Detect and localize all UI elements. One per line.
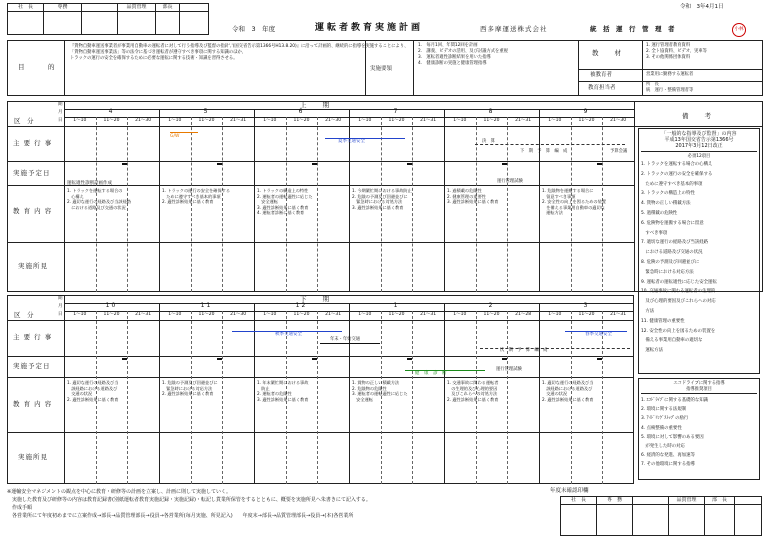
content-cell [162, 188, 253, 205]
content-line: 1. 貨物の正しい積載方法 [352, 380, 400, 385]
schedule-mark [597, 163, 602, 165]
day-range-label: 21～31 [420, 118, 437, 123]
day-divider [222, 311, 223, 484]
stamp-header: 社 長 [8, 4, 44, 12]
day-range-label: 21～30 [230, 312, 247, 317]
content-line: 2. 適性診断結果に基く教育 [542, 396, 594, 402]
header-month: 月 [58, 110, 63, 115]
content-line: 2. 危険物の危険性 [352, 385, 387, 391]
schedule-mark [217, 163, 222, 165]
header-day: 日 [58, 312, 63, 317]
remarks-item: 2. トラックの運行の安全を確保する [641, 171, 713, 177]
content-cell [447, 188, 538, 205]
day-range-label: 21～31 [420, 312, 437, 317]
footer-notes: ※運輸安全マネジメントの観点を中心に教育・研修等の計画を立案し、計画に則して実施していく。 実施した教育及び研修等の内容は教育記録書(別紙運転者教育実施記録・実施記録)・転記し貨業所保管をするとともに、概要を実施所見へ朱書きにて記入する。 作成手順 各営業所にて年度初めまでに立案作成→部長→品質管理部長→役員→各営業所(毎月実施、所見記入) 年度末→部長→品質管理部長→役員→(本)各営業所 [7, 489, 371, 519]
ops-exam-event: 運行管理試験 [497, 179, 523, 184]
method-list: 1. 毎月1回、年間12回を計画 2. 講義、ビデオの活用、及び討議方式を重視 3. 運転者適性診断結果を用いた指導 4. 健康診断の実施と健康管理指導 [418, 43, 508, 66]
eco-box: エコドライブに関する指導 指導推奨項目 1. ｴｺﾄﾞﾗｲﾌﾞに関する基礎的な知識 2. 環境に関する法規制 3. ｱｲﾄﾞﾘﾝｸﾞｽﾄｯﾌﾟの励行 4. 点検整備の重要性 5. 環境に対して影響のある要因 が発生した時の対応 6. 経済的な発進、再加速等 7. その他環境に関する指導 [638, 378, 760, 480]
content-cell [257, 380, 348, 402]
day-range-label: 1～10 [263, 312, 277, 317]
month-divider [349, 303, 350, 484]
budget-event: 下 期 予 算 編 成 [520, 149, 568, 154]
day-range-label: 1～10 [168, 312, 182, 317]
day-range-label: 11～20 [578, 118, 595, 123]
day-range-label: 1～10 [453, 312, 467, 317]
summer-campaign-event: 夏季交通安全 [338, 139, 365, 144]
day-range-label: 21～30 [610, 118, 627, 123]
eco-item: 5. 環境に対して影響のある要因 [641, 434, 704, 440]
content-line: 1. 年末繁忙期における事故 [257, 380, 309, 385]
day-range-label: 1～10 [73, 118, 87, 123]
day-range-label: 11～20 [103, 312, 120, 317]
day-range-label: 1～10 [263, 118, 277, 123]
month-label: 9 [583, 108, 590, 115]
content-line: 1. 危険物を運搬する場合に [542, 188, 594, 193]
day-range-label: 1～10 [548, 118, 562, 123]
remarks-item: 3. トラックの構造上の特性 [641, 191, 695, 197]
day-range-label: 11～20 [293, 118, 310, 123]
day-range-label: 11～20 [578, 312, 595, 317]
main-events-label: 主 要 行 事 [13, 333, 53, 341]
content-line: の生理的及び心理的要因 [447, 385, 498, 391]
yearend-stamp-table [560, 496, 762, 536]
content-line: 1. 過積載の危険性 [447, 188, 482, 193]
eco-item: 7. その他環境に関する指導 [641, 462, 695, 468]
day-divider [191, 311, 192, 484]
content-line: 1. トラックの構造上の特性 [257, 188, 309, 193]
content-label: 教 育 内 容 [13, 400, 53, 408]
month-divider [159, 109, 160, 292]
remarks-item: ために遵守すべき基本的事項 [641, 181, 703, 187]
year-end-campaign-event: 年末・年始交通 [330, 337, 361, 342]
day-range-label: 11～20 [388, 312, 405, 317]
yearend-header [735, 497, 762, 505]
content-line: 該経路における道路及び [542, 385, 593, 391]
day-range-label: 21～30 [135, 118, 152, 123]
day-range-label: 21～31 [230, 118, 247, 123]
content-line: 2. 健康管理の重要性 [447, 193, 486, 199]
gw-event: G/W [170, 134, 180, 139]
spring-campaign-event: 春季交通安全 [585, 332, 612, 337]
content-line: 安全運転 [352, 396, 373, 402]
content-line: を備える事業用自動車の適切な [542, 204, 605, 210]
content-line: 該経路における道路及び [67, 385, 118, 391]
remarks-item: 4. 貨物の正しい積載方法 [641, 201, 691, 207]
day-range-label: 1～10 [358, 312, 372, 317]
first-half-note: 運転適性診断計画作成 [67, 181, 112, 186]
content-line: 3. 適性診断結果に基く教育 [257, 396, 309, 402]
kubun-label: 区 分 [14, 117, 34, 125]
autumn-campaign-event: 秋季交通安全 [275, 332, 302, 337]
month-label: 11 [200, 302, 213, 309]
day-range-label: 11～20 [293, 312, 310, 317]
day-range-label: 1～10 [73, 312, 87, 317]
purpose-text: 『貨物自動車運送事業者が事業用自動車の運転者に対して行う指導及び監督の指針','(国交省告示第1366号H13.8.20)』に沿って計画的、継続的に指導を実施することにより、 「貨物自動車運送事業法」等の法令に基づき運転者が遵守すべき事項に関する知識のほか、 トラックの運行の安全を確保するために必要な運転に関する技術・知識を習得させる。 [70, 44, 409, 61]
content-line: 運転方法 [542, 210, 563, 216]
schedule-mark [122, 358, 127, 360]
day-range-label: 1～10 [453, 118, 467, 123]
month-label: 6 [298, 108, 305, 115]
content-line: 防止 [257, 385, 270, 391]
day-range-label: 1～10 [548, 312, 562, 317]
day-range-label: 11～20 [198, 118, 215, 123]
schedule-mark [407, 358, 412, 360]
month-divider [539, 303, 540, 484]
eco-item: 1. ｴｺﾄﾞﾗｲﾌﾞに関する基礎的な知識 [641, 398, 709, 403]
stamp-header: 部長 [156, 4, 180, 12]
month-divider [159, 303, 160, 484]
second-half-label: 下 期 [300, 295, 330, 303]
kubun-label: 区 分 [14, 311, 34, 319]
month-divider [349, 109, 350, 292]
remarks-item: すべき事項 [641, 230, 668, 236]
method-label: 実施要領 [370, 66, 393, 72]
eco-item: 3. ｱｲﾄﾞﾘﾝｸﾞｽﾄｯﾌﾟの励行 [641, 416, 689, 422]
month-label: 7 [393, 108, 400, 115]
content-line: 2. 適性診断結果に基く教育 [67, 396, 119, 402]
content-line: 3. 適性診断結果に基く教育 [257, 204, 309, 210]
yearend-header: 部 長 [705, 497, 735, 505]
day-range-label: 11～20 [388, 118, 405, 123]
schedule-mark [312, 358, 317, 360]
day-range-label: 11～20 [103, 118, 120, 123]
content-cell [67, 188, 158, 210]
content-line: 1. トラックを運転する場合の [67, 188, 123, 193]
yearend-header [633, 497, 669, 505]
month-label: 1 [393, 302, 400, 309]
schedule-mark [217, 358, 222, 360]
content-line: 交通の状況 [542, 391, 568, 397]
content-line: 交通の状況 [67, 391, 93, 397]
materials-label: 教 材 [592, 49, 622, 57]
month-divider [444, 303, 445, 484]
schedule-label: 実施予定日 [13, 362, 51, 370]
content-cell [542, 188, 633, 216]
remarks-item: 運転方法 [641, 348, 663, 354]
content-line: 3. 運転者の運転適性に応じた [352, 391, 408, 397]
day-range-label: 21～31 [135, 312, 152, 317]
header-period: 期 [58, 296, 63, 301]
content-line: 2. 危険の予測及び回避並びに [352, 193, 408, 199]
day-range-label: 11～20 [483, 118, 500, 123]
content-line: 1. 適切な運行の経路及び当 [542, 380, 594, 385]
content-line: 安全運転 [257, 199, 278, 205]
schedule-mark [502, 358, 507, 360]
content-cell [447, 380, 538, 402]
era-label: 令和 [232, 25, 245, 33]
month-label: 10 [105, 302, 118, 309]
day-range-label: 1～10 [168, 118, 182, 123]
fiscal-close-event: 決 算 [482, 139, 495, 144]
month-label: 8 [488, 108, 495, 115]
findings-label: 実施所見 [18, 262, 48, 270]
document-title: 運転者教育実施計画 [315, 23, 424, 33]
content-line: 1. 危険の予測及び回避並びに [162, 380, 218, 385]
header-month: 月 [58, 304, 63, 309]
remarks-item: 10. 交通事故に関わる運転者の生理的 [641, 289, 716, 295]
trainees-value: 営業用に勤務する運転者 [646, 72, 694, 77]
remarks-item: 緊急時における対応方法 [641, 269, 694, 275]
year-value: 3 [251, 25, 256, 33]
content-line: 及びこれらへの対処方法 [447, 391, 498, 397]
month-divider [254, 109, 255, 292]
remarks-item: 1. トラックを運転する場合の心構え [641, 162, 713, 167]
remarks-item: 6. 危険物を運搬する場合に留意 [641, 220, 704, 226]
first-half-label: 上 期 [300, 101, 330, 109]
content-label: 教 育 内 容 [13, 207, 53, 215]
content-line: 1. トラックの運行の安全を確保する [162, 188, 231, 193]
content-cell [67, 380, 158, 402]
instructor-value: 所 長 統 運行・整備管理者等 [646, 82, 694, 93]
month-label: 3 [583, 302, 590, 309]
fiscal-year [232, 26, 275, 33]
remarks-item: 方法 [641, 308, 655, 314]
schedule-mark [407, 163, 412, 165]
stamp-header: 品質管理 [118, 4, 156, 12]
month-divider [539, 109, 540, 292]
remarks-item: 備える事業用自動車の適切な [641, 338, 703, 344]
header-period: 期 [58, 102, 63, 107]
ops-exam-event: 運行管理試験 [496, 367, 522, 372]
content-line: 2. 適性診断結果に基く教育 [447, 396, 499, 402]
remarks-item: 及び心理的要因及びこれらへの対応 [641, 299, 716, 305]
year-suffix: 年度 [262, 25, 276, 33]
schedule-mark [122, 163, 127, 165]
content-cell [162, 380, 253, 397]
content-cell [352, 380, 443, 402]
content-line: 1. 交通事故に関わる運転者 [447, 380, 499, 385]
content-line: 2. 運転者の危険性 [257, 391, 292, 397]
content-line: 2. 適性診断結果に基く教育 [162, 391, 214, 397]
health-check-event: 健 康 診 断 [415, 371, 447, 376]
materials-list: 1. 運行管理者教育資料 2. 全ト協資料、ビデオ、実車等 3. その他関係団体資料 [646, 43, 707, 60]
content-line: 1. 適切な運行の経路及び当 [67, 380, 119, 385]
schedule-mark [502, 163, 507, 165]
content-line: 3. 適性診断結果に基く教育 [447, 199, 499, 205]
stamp-header [180, 4, 209, 12]
remarks-item: 7. 適切な運行の経路及び当該経路 [641, 240, 709, 246]
yearend-label: 年度末確認印欄 [550, 488, 589, 494]
schedule-mark [312, 163, 317, 165]
month-label: 4 [108, 108, 115, 115]
day-range-label: 21～31 [325, 312, 342, 317]
day-range-label: 21～31 [515, 118, 532, 123]
month-label: 2 [488, 302, 495, 309]
content-line: 4. 運転者診断に基く教育 [257, 210, 305, 216]
content-line: 心構え [67, 193, 84, 199]
remarks-item: 8. 危険の予測及び回避並びに [641, 259, 700, 265]
content-line: 2. 安全性の向上を図るための装置 [542, 199, 606, 205]
content-line: 3. 適性診断結果に基く教育 [352, 204, 404, 210]
content-line: 2. 適性診断結果に基く教育 [162, 199, 214, 205]
content-cell [352, 188, 443, 210]
day-range-label: 21～30 [325, 118, 342, 123]
day-range-label: 21～28 [515, 312, 532, 317]
company-name: 西多摩運送株式会社 [480, 25, 548, 33]
yearend-header: 社 長 [561, 497, 597, 505]
day-range-label: 11～20 [483, 312, 500, 317]
manager-label: 統 括 運 行 管 理 者 [590, 25, 675, 33]
content-line: 2. 運転者の運転適性に応じた [257, 193, 313, 199]
content-cell [542, 380, 633, 402]
header-day: 日 [58, 118, 63, 123]
content-line: における道路及び交通の状況 [67, 204, 126, 210]
content-cell [257, 188, 348, 216]
trainees-label: 被教育者 [590, 72, 613, 78]
remarks-item: 12. 安全性の向上を図るための装置を [641, 328, 716, 334]
content-line: 1. 今期繁忙期における事故防止 [352, 188, 412, 193]
next-budget-event: 次 期 予 算 編 成 [500, 348, 548, 353]
budget-end-event: 予算会議 [610, 149, 628, 154]
document-date: 令和 3年4月1日 [680, 4, 724, 10]
remarks-item: における道路及び交通の状況 [641, 250, 703, 256]
eco-item: 6. 経済的な発進、再加速等 [641, 453, 695, 459]
seal-stamp: 小林 [732, 23, 746, 37]
eco-item: 2. 環境に関する法規制 [641, 407, 687, 413]
day-range-label: 1～10 [358, 118, 372, 123]
day-range-label: 21～31 [610, 312, 627, 317]
remarks-item: 9. 運転者の運転適性に応じた安全運転 [641, 279, 717, 285]
day-range-label: 11～20 [198, 312, 215, 317]
main-events-label: 主 要 行 事 [13, 139, 53, 147]
remarks-item: 5. 過積載の危険性 [641, 210, 678, 216]
yearend-header: 専 務 [597, 497, 633, 505]
schedule-mark [597, 358, 602, 360]
month-label: 12 [295, 302, 308, 309]
remarks-box: 「一般的な指導及び監督」の内容 平成13年国交省告示第1366号 2017年3月12日改正 必須12項目 1. トラックを運転する場合の心構え 2. トラックの運行の安全を確保する ために遵守すべき基本的事項 3. トラックの構造上の特性 4. 貨物の正しい積載方法 5. 過積載の危険性 6. 危険物を運搬する場合に留意 すべき事項 7. 適切な運行の経路及び当該経路 における道路及び交通の状況 8. 危険の予測及び回避並びに 緊急時における対応方法 9. 運転者の運転適性に応じた安全運転 10. 交通事故に関わる運転者の生理的 及び心理的要因及びこれらへの対応 方法 11. 健康管理の重要性 12. 安全性の向上を図るための装置を 備える事業用自動車の適切な 運転方法 [638, 128, 760, 374]
content-line: ために遵守すべき基本的事項 [162, 193, 221, 199]
remarks-label: 備 考 [682, 112, 712, 120]
content-line: 緊急時における対応方法 [162, 385, 213, 391]
instructor-label: 教育担当者 [588, 85, 616, 91]
eco-item: 4. 点検整備の重要性 [641, 425, 682, 431]
approval-stamp-table [7, 3, 209, 35]
content-line: 留意すべき事項 [542, 193, 576, 199]
yearend-header: 品質管理 [669, 497, 705, 505]
schedule-label: 実施予定日 [13, 169, 51, 177]
content-line: 2. 適切な運行の経路及び当該経路 [67, 199, 131, 205]
month-divider [444, 109, 445, 292]
content-line: 緊急時における対処方法 [352, 199, 403, 205]
month-label: 5 [203, 108, 210, 115]
eco-item: が発生した時の対応 [641, 444, 685, 450]
stamp-header: 専務 [44, 4, 82, 12]
stamp-header [82, 4, 118, 12]
purpose-label: 目 的 [18, 63, 56, 71]
remarks-item: 11. 健康管理の重要性 [641, 318, 685, 324]
findings-label: 実施所見 [18, 453, 48, 461]
